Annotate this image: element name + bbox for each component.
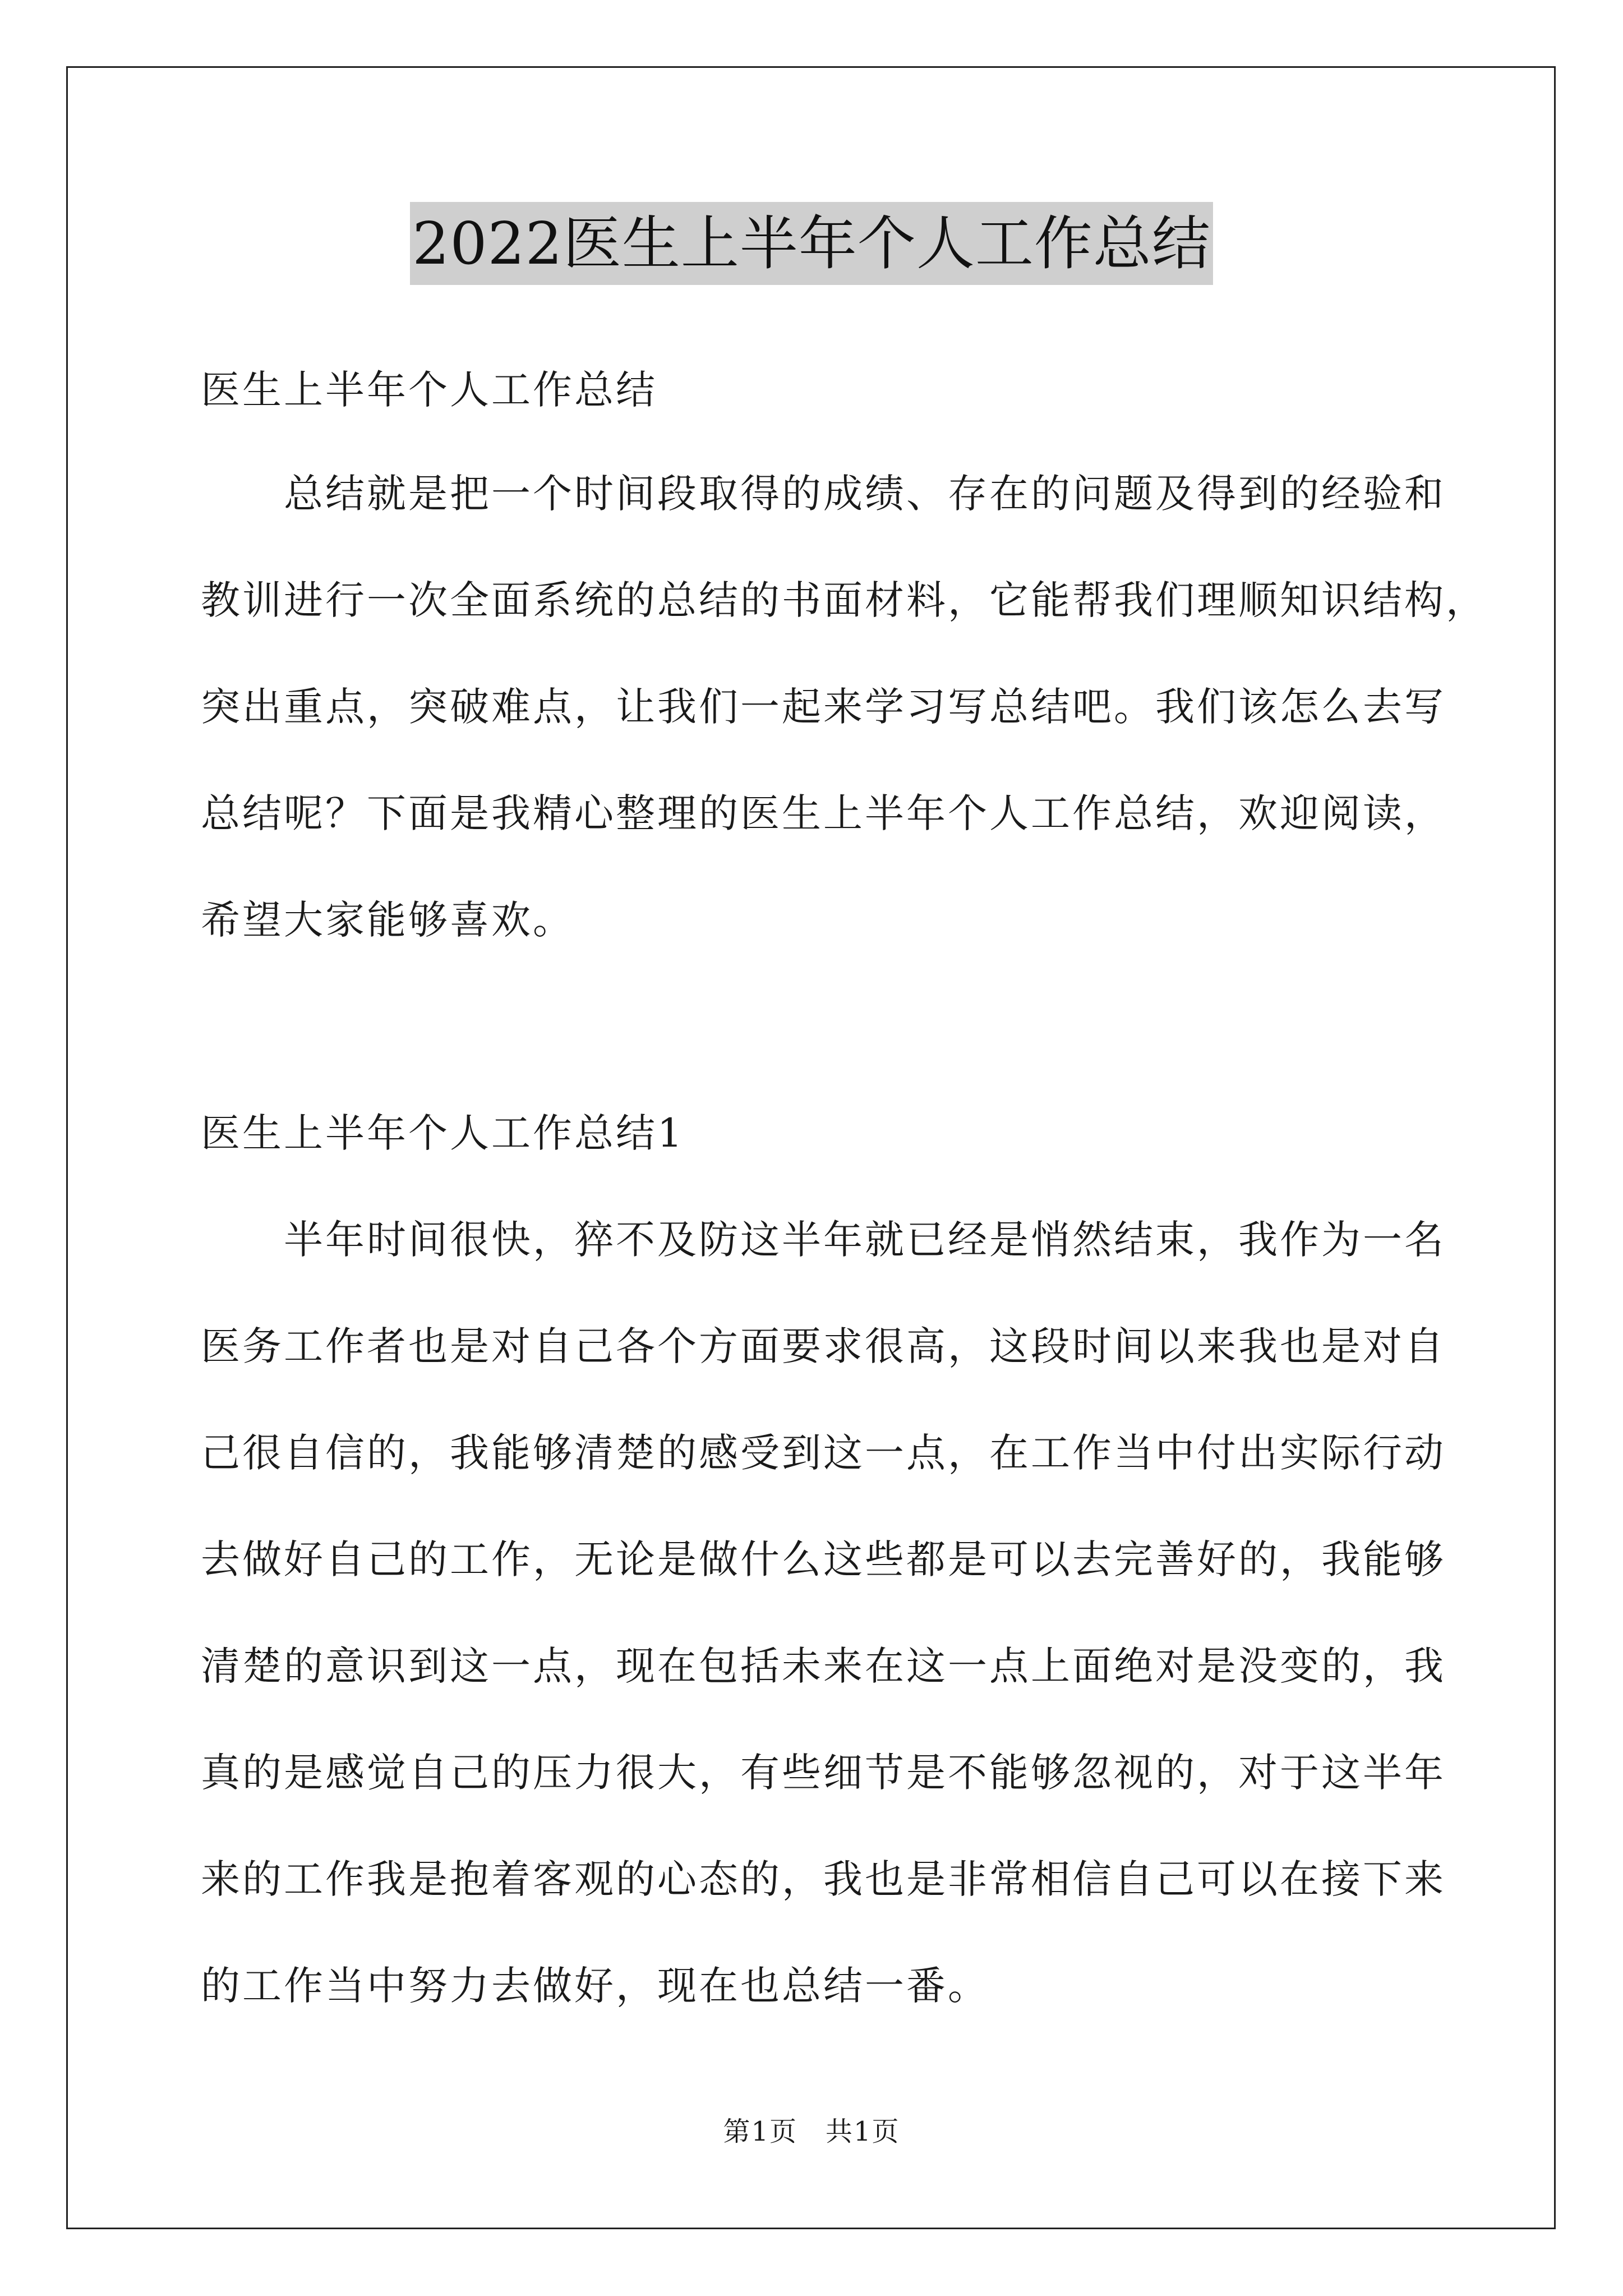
intro-line-2: 教训进行一次全面系统的总结的书面材料，它能帮我们理顺知识结构， xyxy=(201,577,1487,623)
section-line-4: 去做好自己的工作，无论是做什么这些都是可以去完善好的，我能够 xyxy=(201,1536,1446,1582)
intro-line-4: 总结呢？下面是我精心整理的医生上半年个人工作总结，欢迎阅读， xyxy=(201,790,1446,836)
page-footer: 第1页 共1页 xyxy=(723,2116,900,2147)
section-line-1: 半年时间很快，猝不及防这半年就已经是悄然结束，我作为一名 xyxy=(201,1217,1446,1263)
document-subtitle: 医生上半年个人工作总结 xyxy=(201,367,657,413)
intro-line-3: 突出重点，突破难点，让我们一起来学习写总结吧。我们该怎么去写 xyxy=(201,684,1446,730)
section-line-8: 的工作当中努力去做好，现在也总结一番。 xyxy=(201,1963,989,2009)
section-line-2: 医务工作者也是对自己各个方面要求很高，这段时间以来我也是对自 xyxy=(201,1323,1446,1369)
document-title: 2022医生上半年个人工作总结 xyxy=(410,202,1213,285)
section-line-3: 己很自信的，我能够清楚的感受到这一点，在工作当中付出实际行动 xyxy=(201,1430,1446,1476)
section-line-7: 来的工作我是抱着客观的心态的，我也是非常相信自己可以在接下来 xyxy=(201,1856,1446,1902)
section-line-5: 清楚的意识到这一点，现在包括未来在这一点上面绝对是没变的，我 xyxy=(201,1643,1446,1689)
intro-line-5: 希望大家能够喜欢。 xyxy=(201,897,574,943)
section-line-6: 真的是感觉自己的压力很大，有些细节是不能够忽视的，对于这半年 xyxy=(201,1750,1446,1796)
intro-line-1: 总结就是把一个时间段取得的成绩、存在的问题及得到的经验和 xyxy=(201,471,1446,517)
section-heading: 医生上半年个人工作总结1 xyxy=(201,1110,685,1156)
title-container xyxy=(0,202,1623,285)
